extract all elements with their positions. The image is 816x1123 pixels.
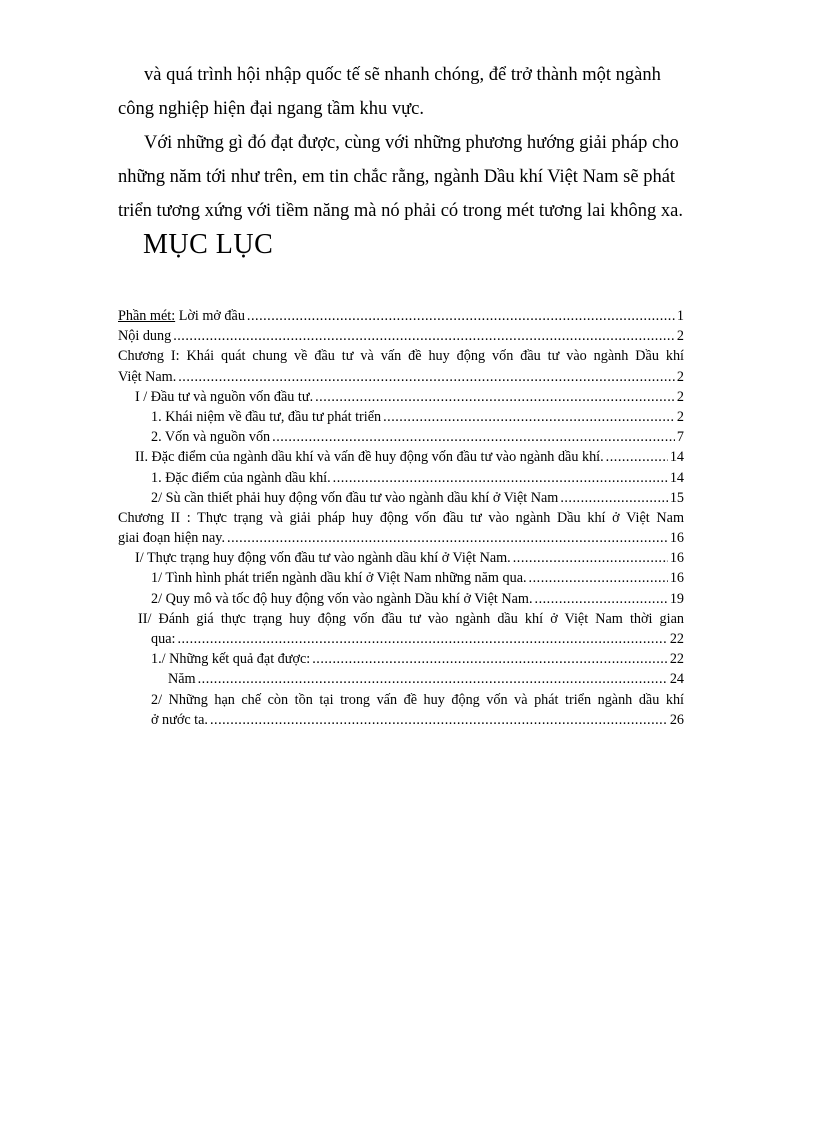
toc-leader [272, 427, 675, 447]
toc-entry[interactable] [118, 387, 684, 407]
toc-entry[interactable] [118, 427, 684, 447]
toc-entry-text: 2/ Quy mô và tốc độ huy động vốn vào ngành Dầu khí ở Việt Nam. [151, 590, 533, 607]
toc-entry-text: 2. Vốn và nguồn vốn [151, 429, 271, 446]
toc-entry[interactable] [118, 568, 684, 588]
toc-leader [177, 629, 667, 649]
paragraph-line: công nghiệp hiện đại ngang tầm khu vực. [118, 99, 424, 119]
toc-page-number: 22 [669, 651, 684, 668]
paragraph-line: Với những gì đó đạt được, cùng với những phương hướng giải pháp cho [144, 133, 679, 153]
toc-entry-text: 1. Đặc điểm của ngành dầu khí. [151, 469, 331, 486]
toc-leader [560, 488, 667, 508]
toc-leader [535, 589, 668, 609]
toc-entry-text: II/ Đánh giá thực trạng huy động vốn đầu tư vào ngành dầu khí ở Việt Nam thời gian [138, 610, 684, 627]
toc-entry-text: qua: [151, 631, 176, 647]
toc-leader [383, 407, 675, 427]
toc-entry-text: Nội dung [118, 328, 172, 345]
toc-page-number: 14 [669, 469, 684, 486]
toc-leader [315, 387, 675, 407]
toc-page-number: 14 [669, 449, 684, 466]
toc-entry[interactable] [118, 589, 684, 609]
toc-leader [210, 710, 668, 730]
toc-leader [312, 649, 668, 669]
toc-entry-text: 1./ Những kết quả đạt được: [151, 651, 311, 668]
toc-entry-text: Việt Nam. [118, 368, 177, 385]
toc-leader [198, 669, 668, 689]
toc-entry[interactable] [118, 488, 684, 508]
toc-entry-text: I/ Thực trạng huy động vốn đầu tư vào ngành dầu khí ở Việt Nam. [135, 550, 511, 567]
toc-page-number: 1 [676, 308, 684, 324]
toc-entry[interactable] [118, 447, 684, 467]
toc-leader [606, 447, 668, 467]
toc-leader [227, 528, 668, 548]
toc-leader [247, 306, 675, 326]
toc-page-number: 15 [669, 489, 684, 506]
toc-entry-text: I / Đầu tư và nguồn vốn đầu tư. [135, 388, 314, 405]
toc-leader [529, 568, 668, 588]
toc-leader [173, 326, 675, 346]
toc-entry[interactable] [118, 306, 684, 326]
toc-title: MỤC LỤC [143, 229, 274, 260]
paragraph-line: và quá trình hội nhập quốc tế sẽ nhanh chóng, để trở thành một ngành [144, 65, 661, 85]
toc-entry-text: 1. Khái niệm về đầu tư, đầu tư phát triển [151, 408, 382, 425]
toc-entry[interactable] [118, 669, 684, 689]
toc-leader [178, 367, 675, 387]
closing-paragraph-2 [118, 126, 698, 228]
toc-entry[interactable] [118, 649, 684, 669]
toc-entry-prefix: Phần mét: [118, 308, 176, 324]
toc-entry-text: Năm [168, 671, 196, 688]
toc-entry[interactable] [118, 609, 684, 649]
toc-page-number: 24 [669, 671, 684, 688]
toc-entry-text: 2/ Những hạn chế còn tồn tại trong vấn đề huy động vốn và phát triển ngành dầu khí [151, 691, 684, 708]
toc-entry[interactable] [118, 326, 684, 346]
toc-page-number: 16 [669, 530, 684, 547]
toc-entry-text: 2/ Sù cần thiết phải huy động vốn đầu tư vào ngành dầu khí ở Việt Nam [151, 489, 559, 506]
toc-entry[interactable] [118, 548, 684, 568]
toc-leader [513, 548, 668, 568]
closing-paragraph-1 [118, 58, 698, 126]
table-of-contents [118, 306, 684, 730]
toc-entry-text: 1/ Tình hình phát triển ngành dầu khí ở Việt Nam những năm qua. [151, 570, 527, 587]
toc-page-number: 16 [669, 570, 684, 587]
paragraph-line: những năm tới như trên, em tin chắc rằng, ngành Dầu khí Việt Nam sẽ phát [118, 167, 676, 187]
toc-leader [333, 468, 668, 488]
toc-entry[interactable] [118, 508, 684, 548]
toc-page-number: 2 [676, 388, 684, 405]
toc-page-number: 16 [669, 550, 684, 567]
toc-page-number: 2 [676, 368, 684, 385]
toc-entry-text: II. Đặc điểm của ngành dầu khí và vấn đề huy động vốn đầu tư vào ngành dầu khí. [135, 449, 604, 466]
toc-entry-text: ở nước ta. [151, 711, 208, 728]
toc-entry[interactable] [118, 468, 684, 488]
toc-entry-text: giai đoạn hiện nay. [118, 530, 226, 547]
toc-entry[interactable] [118, 346, 684, 386]
toc-page-number: 7 [676, 429, 684, 446]
toc-page-number: 22 [669, 631, 684, 647]
toc-entry-text: Lời mở đầu [175, 308, 245, 324]
toc-entry[interactable] [118, 407, 684, 427]
toc-entry[interactable] [118, 690, 684, 730]
toc-page-number: 26 [669, 711, 684, 728]
toc-page-number: 2 [676, 328, 684, 345]
toc-page-number: 19 [669, 590, 684, 607]
toc-entry-text: Chương II : Thực trạng và giải pháp huy động vốn đầu tư vào ngành Dầu khí ở Việt Nam [118, 509, 684, 526]
toc-page-number: 2 [676, 408, 684, 425]
toc-entry-text: Chương I: Khái quát chung về đầu tư và vấn đề huy động vốn đầu tư vào ngành Dầu khí [118, 348, 684, 365]
paragraph-line: triển tương xứng với tiềm năng mà nó phải có trong mét tương lai không xa. [118, 201, 683, 221]
